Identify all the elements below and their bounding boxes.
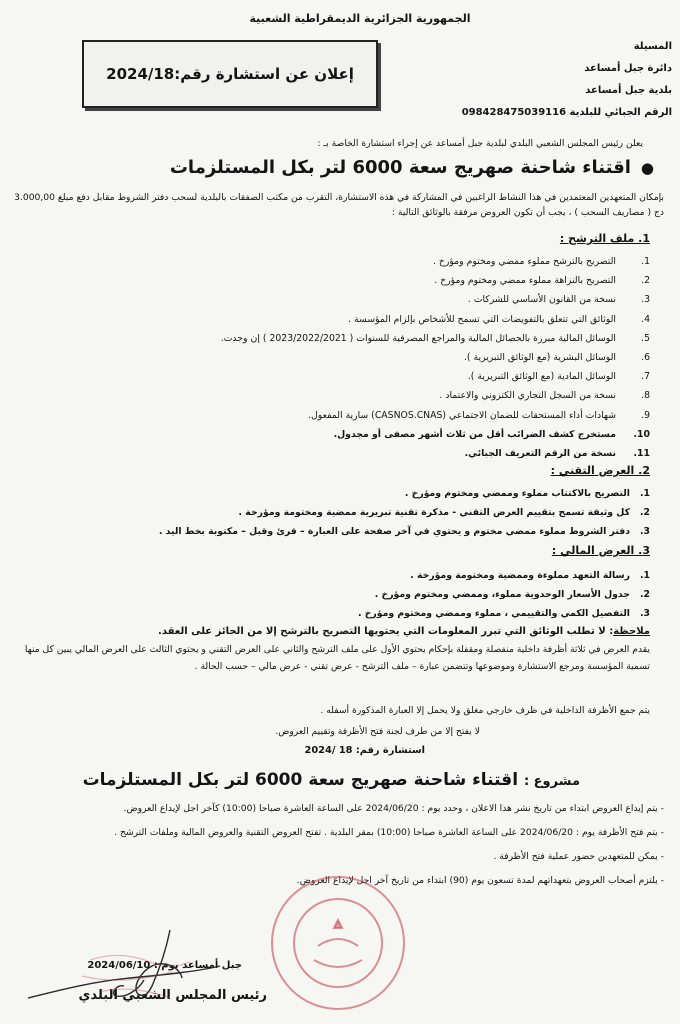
notice-title-box <box>82 40 378 108</box>
list-item: 5.الوسائل المالية مبررة بالحصائل المالية والمراجع المصرفية للسنوات ( 2023/2022/2021 ) إن وجدت. <box>220 332 650 344</box>
handwritten-signature <box>20 920 230 1020</box>
list-item: - يتم فتح الأظرفة يوم : 2024/06/20 على الساعة العاشرة صباحا (10:00) بمقر البلدية . تفتح العروض التقنية والعروض المالية وملفات الترشح . <box>4 826 664 850</box>
list-item: 2.جدول الأسعار الوحدوية مملوء، وممضي ومختوم ومؤرخ . <box>374 589 650 600</box>
consultation-number: استشارة رقم: 18 /2024 <box>304 745 425 756</box>
list-item: 3.التفصيل الكمي والتقييمي ، مملوء وممضي ومختوم ومؤرخ . <box>357 608 650 619</box>
list-item: 1.التصريح بالترشح مملوء ممضي ومختوم ومؤرخ . <box>432 256 650 267</box>
list-item: 1.رسالة التعهد مملوءة وممضية ومختومة ومؤرخة . <box>410 570 650 581</box>
tax-id-line: الرقم الجبائي للبلدية 098428475039116 <box>461 107 672 118</box>
signature-date: جبل أمساعد يوم : 2024/06/10 <box>87 960 242 971</box>
list-item: 7.الوسائل المادية (مع الوثائق التبريرية ). <box>467 371 650 383</box>
list-item: 9.شهادات أداء المستحقات للضمان الاجتماعي (CASNOS.CNAS) سارية المفعول. <box>308 409 650 421</box>
financial-list <box>358 566 650 623</box>
candidacy-list <box>221 252 650 463</box>
list-item: 3.نسخة من القانون الأساسي للشركات . <box>467 294 650 306</box>
issuer-block <box>461 36 672 124</box>
list-item: 2.كل وثيقة تسمح بتقييم العرض التقني - مذكرة تقنية تبريرية ممضية ومختومة ومؤرخة . <box>238 507 650 518</box>
list-item: 8.نسخة من السجل التجاري الكتروني والاعتماد . <box>439 390 650 402</box>
list-item: 1.التصريح بالاكتتاب مملوء وممضي ومختوم ومؤرخ . <box>404 488 650 499</box>
section-candidacy-title: 1. ملف الترشح : <box>559 232 650 245</box>
notice-title: إعلان عن استشارة رقم:2024/18 <box>106 65 354 83</box>
intro-paragraph: بإمكان المتعهدين المعتمدين في هذا النشاط الراغبين في المشاركة في هذه الاستشارة، التقرب من مكتب الصفقات بالبلدية لسحب دفتر الشروط مقابل دفع مبلغ 3.000,00 دج ( مصاريف السحب ) ، يجب أن تكون العروض مرفقة بالوثائق التالية : <box>14 192 664 218</box>
list-item: 3.دفتر الشروط مملوء ممضي مختوم و يحتوي في آخر صفحة على العبارة – قرئ وقبل – مكتوبة بخط اليد . <box>158 526 650 537</box>
intro-line: يعلن رئيس المجلس الشعبي البلدي لبلدية جبل أمساعد عن إجراء استشارة الخاصة بـ : <box>317 138 643 149</box>
list-item: 4.الوثائق التي تتعلق بالتفويضات التي تسمح للأشخاص بإلزام المؤسسة . <box>348 313 650 325</box>
note-line <box>158 626 650 637</box>
section-technical-title: 2. العرض التقني : <box>550 464 650 477</box>
list-item: 6.الوسائل البشرية (مع الوثائق التبريرية ). <box>463 351 650 363</box>
section-financial-title: 3. العرض المالي : <box>551 544 650 557</box>
list-item: - يمكن للمتعهدين حضور عملية فتح الأظرفة . <box>4 850 664 874</box>
project-title-text: اقتناء شاحنة صهريج سعة 6000 لتر بكل المستلزمات <box>82 770 519 790</box>
technical-list <box>159 484 650 541</box>
no-open-line: لا يفتح إلا من طرف لجنة فتح الأظرفة وتقييم العروض. <box>275 726 480 737</box>
bullet-icon: ● <box>640 159 654 177</box>
daira-line: دائرة جبل أمساعد <box>584 63 672 74</box>
republic-heading: الجمهورية الجزائرية الديمقراطية الشعبية <box>249 12 471 25</box>
list-item: 10.مستخرج كشف الضرائب أقل من ثلاث أشهر مصفى أو مجدول. <box>333 428 650 440</box>
commune-line: بلدية جبل أمساعد <box>585 85 672 96</box>
project-prefix: مشروع : <box>523 774 580 789</box>
list-item: 2.التصريح بالنزاهة مملوء ممضي ومختوم ومؤرخ . <box>434 275 650 287</box>
main-title <box>170 157 654 178</box>
list-item: - يتم إيداع العروض ابتداء من تاريخ نشر هذا الاعلان ، وحدد يوم : 2024/06/20 على الساعة العاشرة صباحا (10:00) كآخر اجل لإيداع العروض. <box>4 802 664 826</box>
main-title-text: اقتناء شاحنة صهريج سعة 6000 لتر بكل المستلزمات <box>169 157 631 178</box>
envelopes-paragraph: يقدم العرض في ثلاثة أظرفة داخلية منفصلة ومقفلة بإحكام يحتوي الأول على ملف الترشح والثاني على العرض التقني و يحتوي الثالث على العرض المالي يبين كل منها تسمية المؤسسة ومرجع الاستشارة وموضوعها وتتضمن عبارة – ملف الترشح - عرض تقني - عرض مالي – حسب الحالة . <box>24 644 650 672</box>
official-stamp <box>248 868 428 1018</box>
list-item: - يلتزم أصحاب العروض بتعهداتهم لمدة تسعون يوم (90) ابتداء من تاريخ آخر اجل لإيداع العروض. <box>4 874 664 898</box>
note-label: ملاحظة <box>613 626 650 637</box>
signature-title: رئيس المجلس الشعبي البلدي <box>78 988 267 1003</box>
outer-envelope-line: يتم جمع الأظرفة الداخلية في ظرف خارجي مغلق ولا يحمل إلا العبارة المذكورة أسفله . <box>320 705 650 716</box>
wilaya-line: المسيلة <box>633 41 672 52</box>
project-title <box>83 770 580 790</box>
note-text: : لا تطلب الوثائق التي تبرر المعلومات التي يحتويها التصريح بالترشح إلا من الحائز على العقد. <box>158 626 614 637</box>
list-item: 11.نسخة من الرقم التعريف الجبائي. <box>464 447 650 459</box>
